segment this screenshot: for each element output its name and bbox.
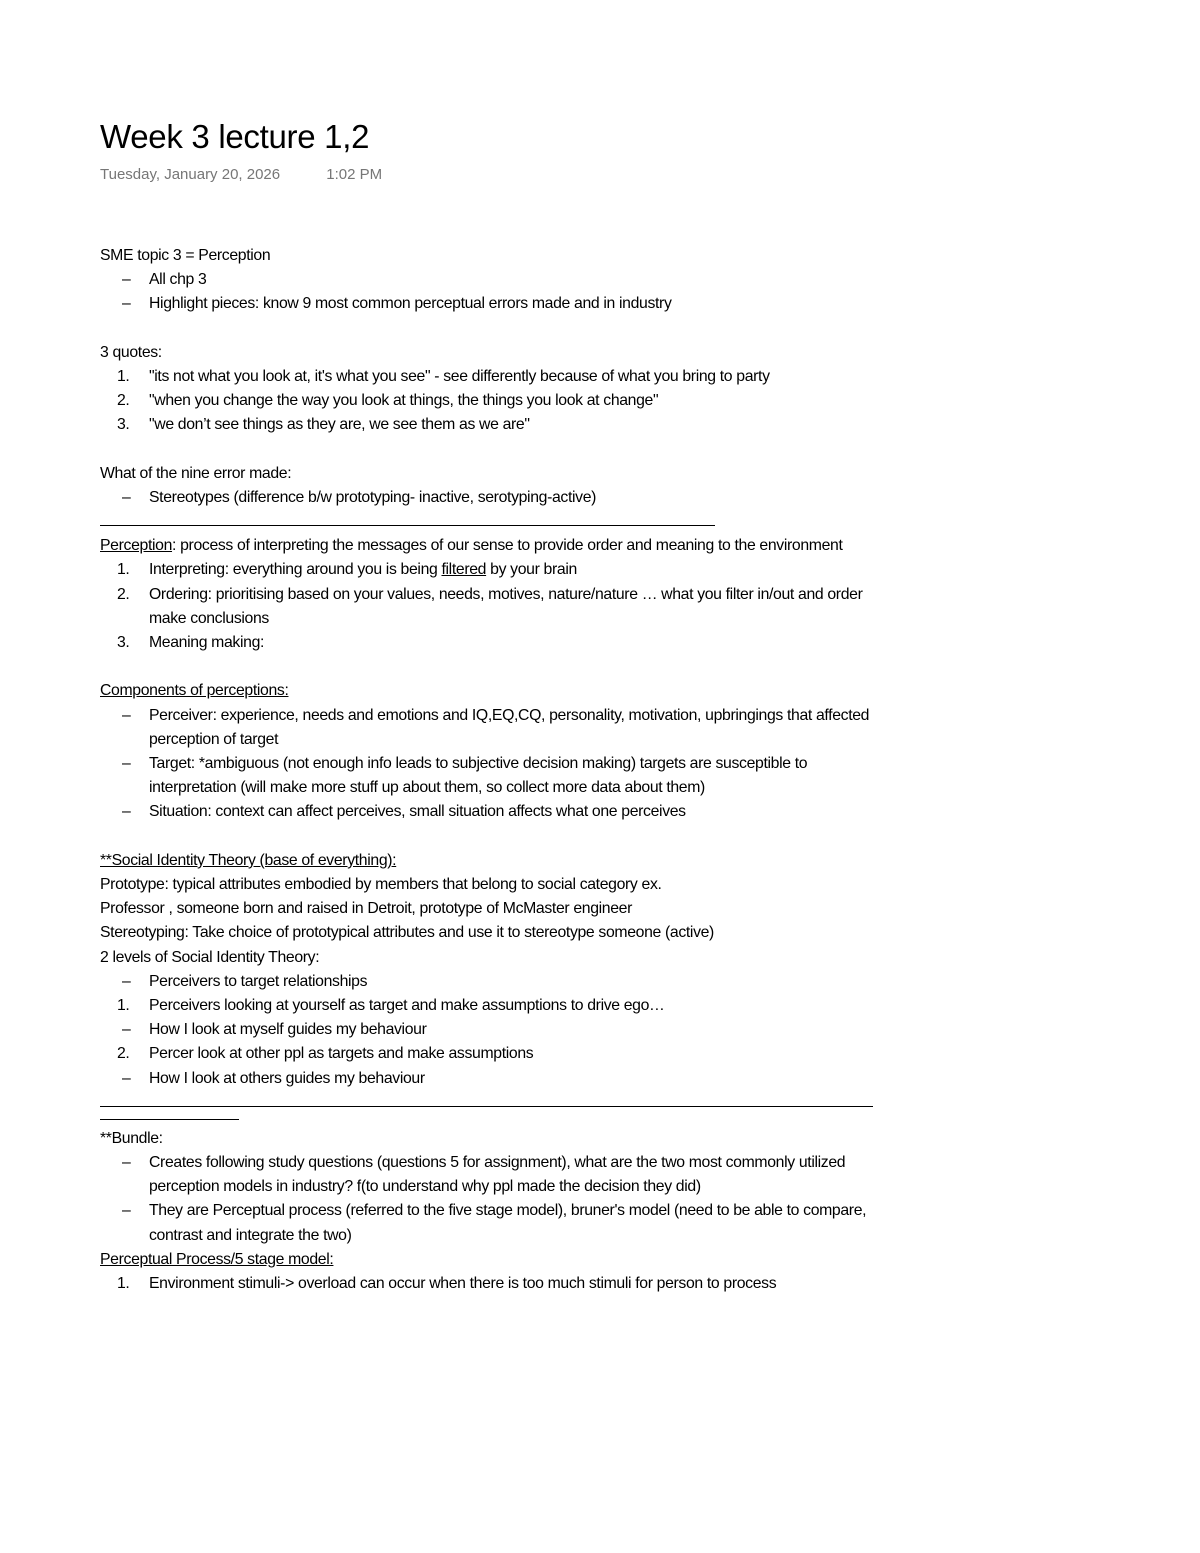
divider: [100, 1091, 890, 1115]
dash-marker: –: [122, 803, 131, 821]
note-time: 1:02 PM: [326, 166, 383, 183]
dash-marker: –: [122, 1154, 131, 1172]
list-marker: –: [122, 972, 131, 990]
bundle-heading: **Bundle:: [100, 1129, 163, 1147]
perception-definition-text: : process of interpreting the messages of our sense to provide order and meaning to the environment: [172, 537, 843, 555]
sit-heading: **Social Identity Theory (base of everything):: [100, 851, 397, 869]
list-item: [100, 365, 890, 389]
list-item: [100, 1272, 890, 1296]
list-item: [100, 994, 890, 1018]
list-item-text: Stereotypes (difference b/w prototyping- inactive, serotyping-active): [149, 489, 597, 506]
list-marker: –: [122, 1021, 131, 1039]
list-item-text: How I look at others guides my behaviour: [149, 1069, 425, 1087]
sit-stereotyping: Stereotyping: Take choice of prototypical attributes and use it to stereotype someone (active): [100, 924, 714, 942]
note-header: [100, 115, 900, 185]
number-marker: 2.: [117, 585, 130, 603]
list-marker: –: [122, 1069, 131, 1087]
list-item: [100, 1151, 890, 1199]
process-heading: Perceptual Process/5 stage model:: [100, 1250, 334, 1268]
dash-marker: –: [122, 706, 131, 724]
number-marker: 3.: [117, 634, 130, 652]
list-item: [100, 1018, 890, 1042]
dash-marker: –: [122, 271, 131, 289]
list-item-text: Target: *ambiguous (not enough info leads to subjective decision making) targets are susceptible to interpretation (will make more stuff up about them, so collect more data about them): [149, 755, 808, 797]
list-item: [100, 292, 890, 316]
list-item-text: Ordering: prioritising based on your values, needs, motives, nature/nature … what you filter in/out and order make conclusions: [149, 585, 863, 627]
list-marker: 1.: [117, 997, 130, 1015]
number-marker: 1.: [117, 561, 130, 579]
note-body[interactable]: [100, 244, 890, 1296]
perception-term: Perception: [100, 537, 173, 555]
sme-heading: SME topic 3 = Perception: [100, 247, 271, 264]
list-item-text: "we don’t see things as they are, we see them as we are": [149, 416, 530, 434]
quotes-heading: 3 quotes:: [100, 343, 162, 361]
number-marker: 1.: [117, 368, 130, 385]
list-item-text: Environment stimuli-> overload can occur when there is too much stimuli for person to process: [149, 1275, 777, 1293]
list-item-text: "when you change the way you look at things, the things you look at change": [149, 392, 659, 410]
list-item-text: All chp 3: [149, 271, 207, 289]
components-heading: Components of perceptions:: [100, 682, 289, 700]
list-item-text: Meaning making:: [149, 634, 265, 652]
note-date: Tuesday, January 20, 2026: [100, 166, 281, 183]
dash-marker: –: [122, 1202, 131, 1220]
list-marker: 2.: [117, 1045, 130, 1063]
note-meta: [100, 165, 900, 185]
dash-marker: –: [122, 755, 131, 773]
list-item-text: Creates following study questions (questions 5 for assignment), what are the two most commonly utilized perception models in industry? f(to understand why ppl made the decision they did): [149, 1154, 846, 1196]
list-item: [100, 558, 890, 582]
list-item: [100, 1199, 890, 1247]
perception-definition: [100, 534, 890, 558]
divider: [100, 510, 890, 534]
list-item-text: Highlight pieces: know 9 most common perceptual errors made and in industry: [149, 295, 672, 313]
list-item-text: They are Perceptual process (referred to the five stage model), bruner's model (need to be able to compare, contrast and integrate the two): [149, 1202, 867, 1244]
list-item-text: Situation: context can affect perceives, small situation affects what one perceives: [149, 803, 686, 821]
list-item: [100, 413, 890, 437]
list-item: [100, 752, 890, 800]
page-title[interactable]: Week 3 lecture 1,2: [100, 118, 370, 155]
list-item: [100, 970, 890, 994]
number-marker: 3.: [117, 416, 130, 434]
list-item-text: Interpreting: everything around you is being: [149, 561, 442, 579]
sit-levels-heading: 2 levels of Social Identity Theory:: [100, 948, 320, 966]
list-item: [100, 268, 890, 292]
list-item: [100, 583, 890, 631]
list-item-text: Perceivers to target relationships: [149, 972, 368, 990]
list-item-text: by your brain: [486, 561, 577, 579]
dash-marker: –: [122, 295, 131, 313]
list-item-text: Percer look at other ppl as targets and make assumptions: [149, 1045, 534, 1063]
number-marker: 1.: [117, 1275, 130, 1293]
list-item: [100, 486, 890, 510]
list-item: [100, 389, 890, 413]
number-marker: 2.: [117, 392, 130, 410]
underlined-word: filtered: [441, 561, 487, 579]
divider-short: [100, 1115, 890, 1127]
list-item: [100, 800, 890, 824]
list-item: [100, 631, 890, 655]
list-item-text: How I look at myself guides my behaviour: [149, 1021, 427, 1039]
errors-heading: What of the nine error made:: [100, 464, 292, 482]
sit-prototype-line-1: Prototype: typical attributes embodied by members that belong to social category ex.: [100, 876, 662, 894]
list-item-text: Perceivers looking at yourself as target and make assumptions to drive ego…: [149, 997, 665, 1015]
list-item: [100, 704, 890, 752]
dash-marker: –: [122, 489, 131, 506]
list-item: [100, 1042, 890, 1066]
list-item: [100, 1067, 890, 1091]
sit-prototype-line-2: Professor , someone born and raised in Detroit, prototype of McMaster engineer: [100, 900, 633, 918]
list-item-text: "its not what you look at, it's what you see" - see differently because of what you bring to party: [149, 368, 770, 385]
list-item-text: Perceiver: experience, needs and emotions and IQ,EQ,CQ, personality, motivation, upbringings that affected perception of target: [149, 706, 870, 748]
